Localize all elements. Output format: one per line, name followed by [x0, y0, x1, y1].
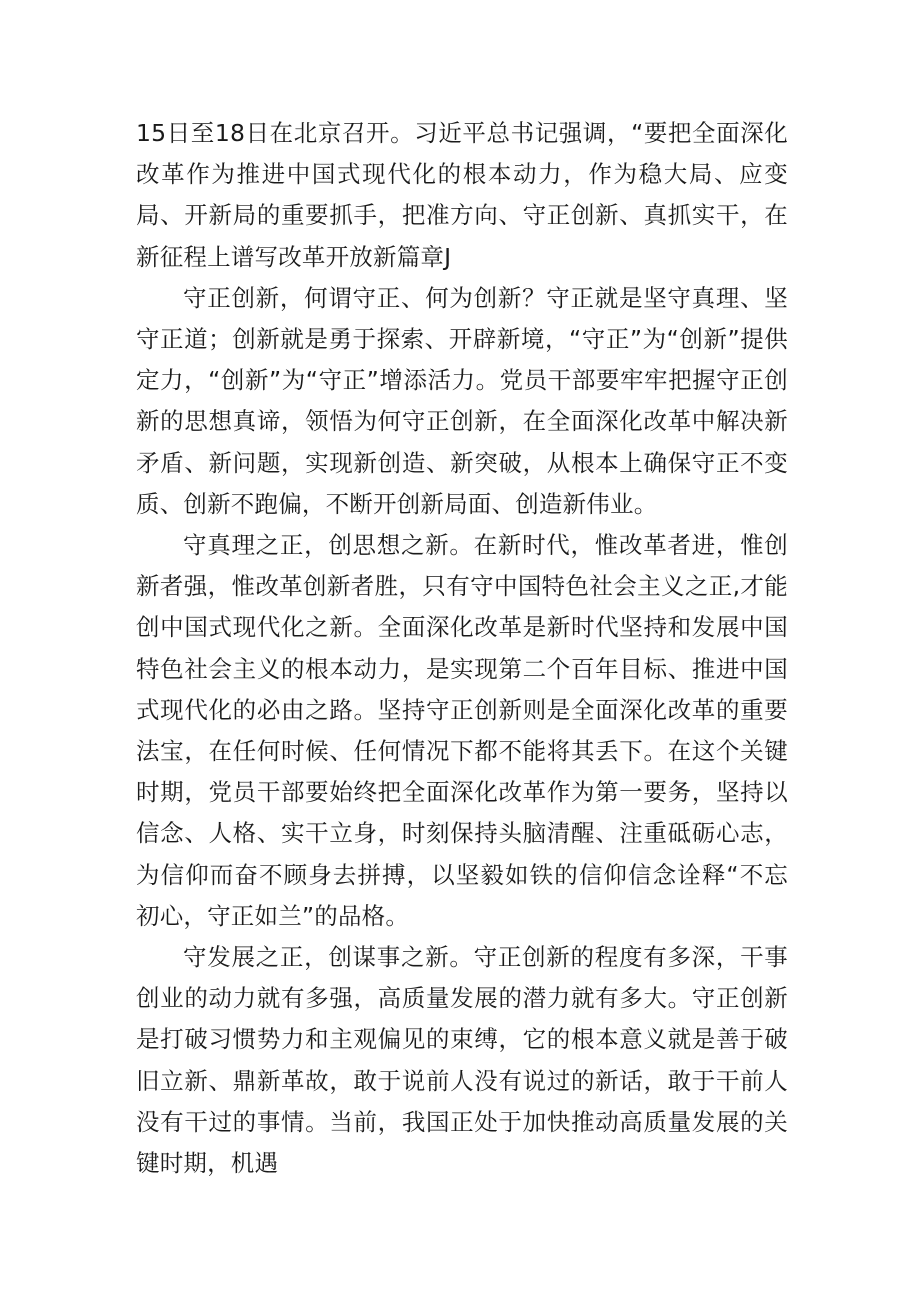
paragraph-3: 守真理之正，创思想之新。在新时代，惟改革者进，惟创新者强，惟改革创新者胜，只有守中国特色社会主义之正,才能创中国式现代化之新。全面深化改革是新时代坚持和发展中国特色社会主义的根本动力，是实现第二个百年目标、推进中国式现代化的必由之路。坚持守正创新则是全面深化改革的重要法宝，在任何时候、任何情况下都不能将其丢下。在这个关键时期，党员干部要始终把全面深化改革作为第一要务，坚持以信念、人格、实干立身，时刻保持头脑清醒、注重砥砺心志，为信仰而奋不顾身去拼搏，以坚毅如铁的信仰信念诠释“不忘初心，守正如兰”的品格。	[136, 531, 788, 930]
paragraph-1: 15日至18日在北京召开。习近平总书记强调，“要把全面深化改革作为推进中国式现代化的根本动力，作为稳大局、应变局、开新局的重要抓手，把准方向、守正创新、真抓实干，在新征程上谱写改革开放新篇章J	[136, 119, 788, 271]
document-body	[136, 113, 788, 1184]
paragraph-2: 守正创新，何谓守正、何为创新？守正就是坚守真理、坚守正道；创新就是勇于探索、开辟新境，“守正”为“创新”提供定力，“创新”为“守正”增添活力。党员干部要牢牢把握守正创新的思想真谛，领悟为何守正创新，在全面深化改革中解决新矛盾、新问题，实现新创造、新突破，从根本上确保守正不变质、创新不跑偏，不断开创新局面、创造新伟业。	[136, 283, 788, 518]
paragraph-4: 守发展之正，创谋事之新。守正创新的程度有多深，干事创业的动力就有多强，高质量发展的潜力就有多大。守正创新是打破习惯势力和主观偏见的束缚，它的根本意义就是善于破旧立新、鼎新革故，敢于说前人没有说过的新话，敢于干前人没有干过的事情。当前，我国正处于加快推动高质量发展的关键时期，机遇	[136, 943, 788, 1178]
